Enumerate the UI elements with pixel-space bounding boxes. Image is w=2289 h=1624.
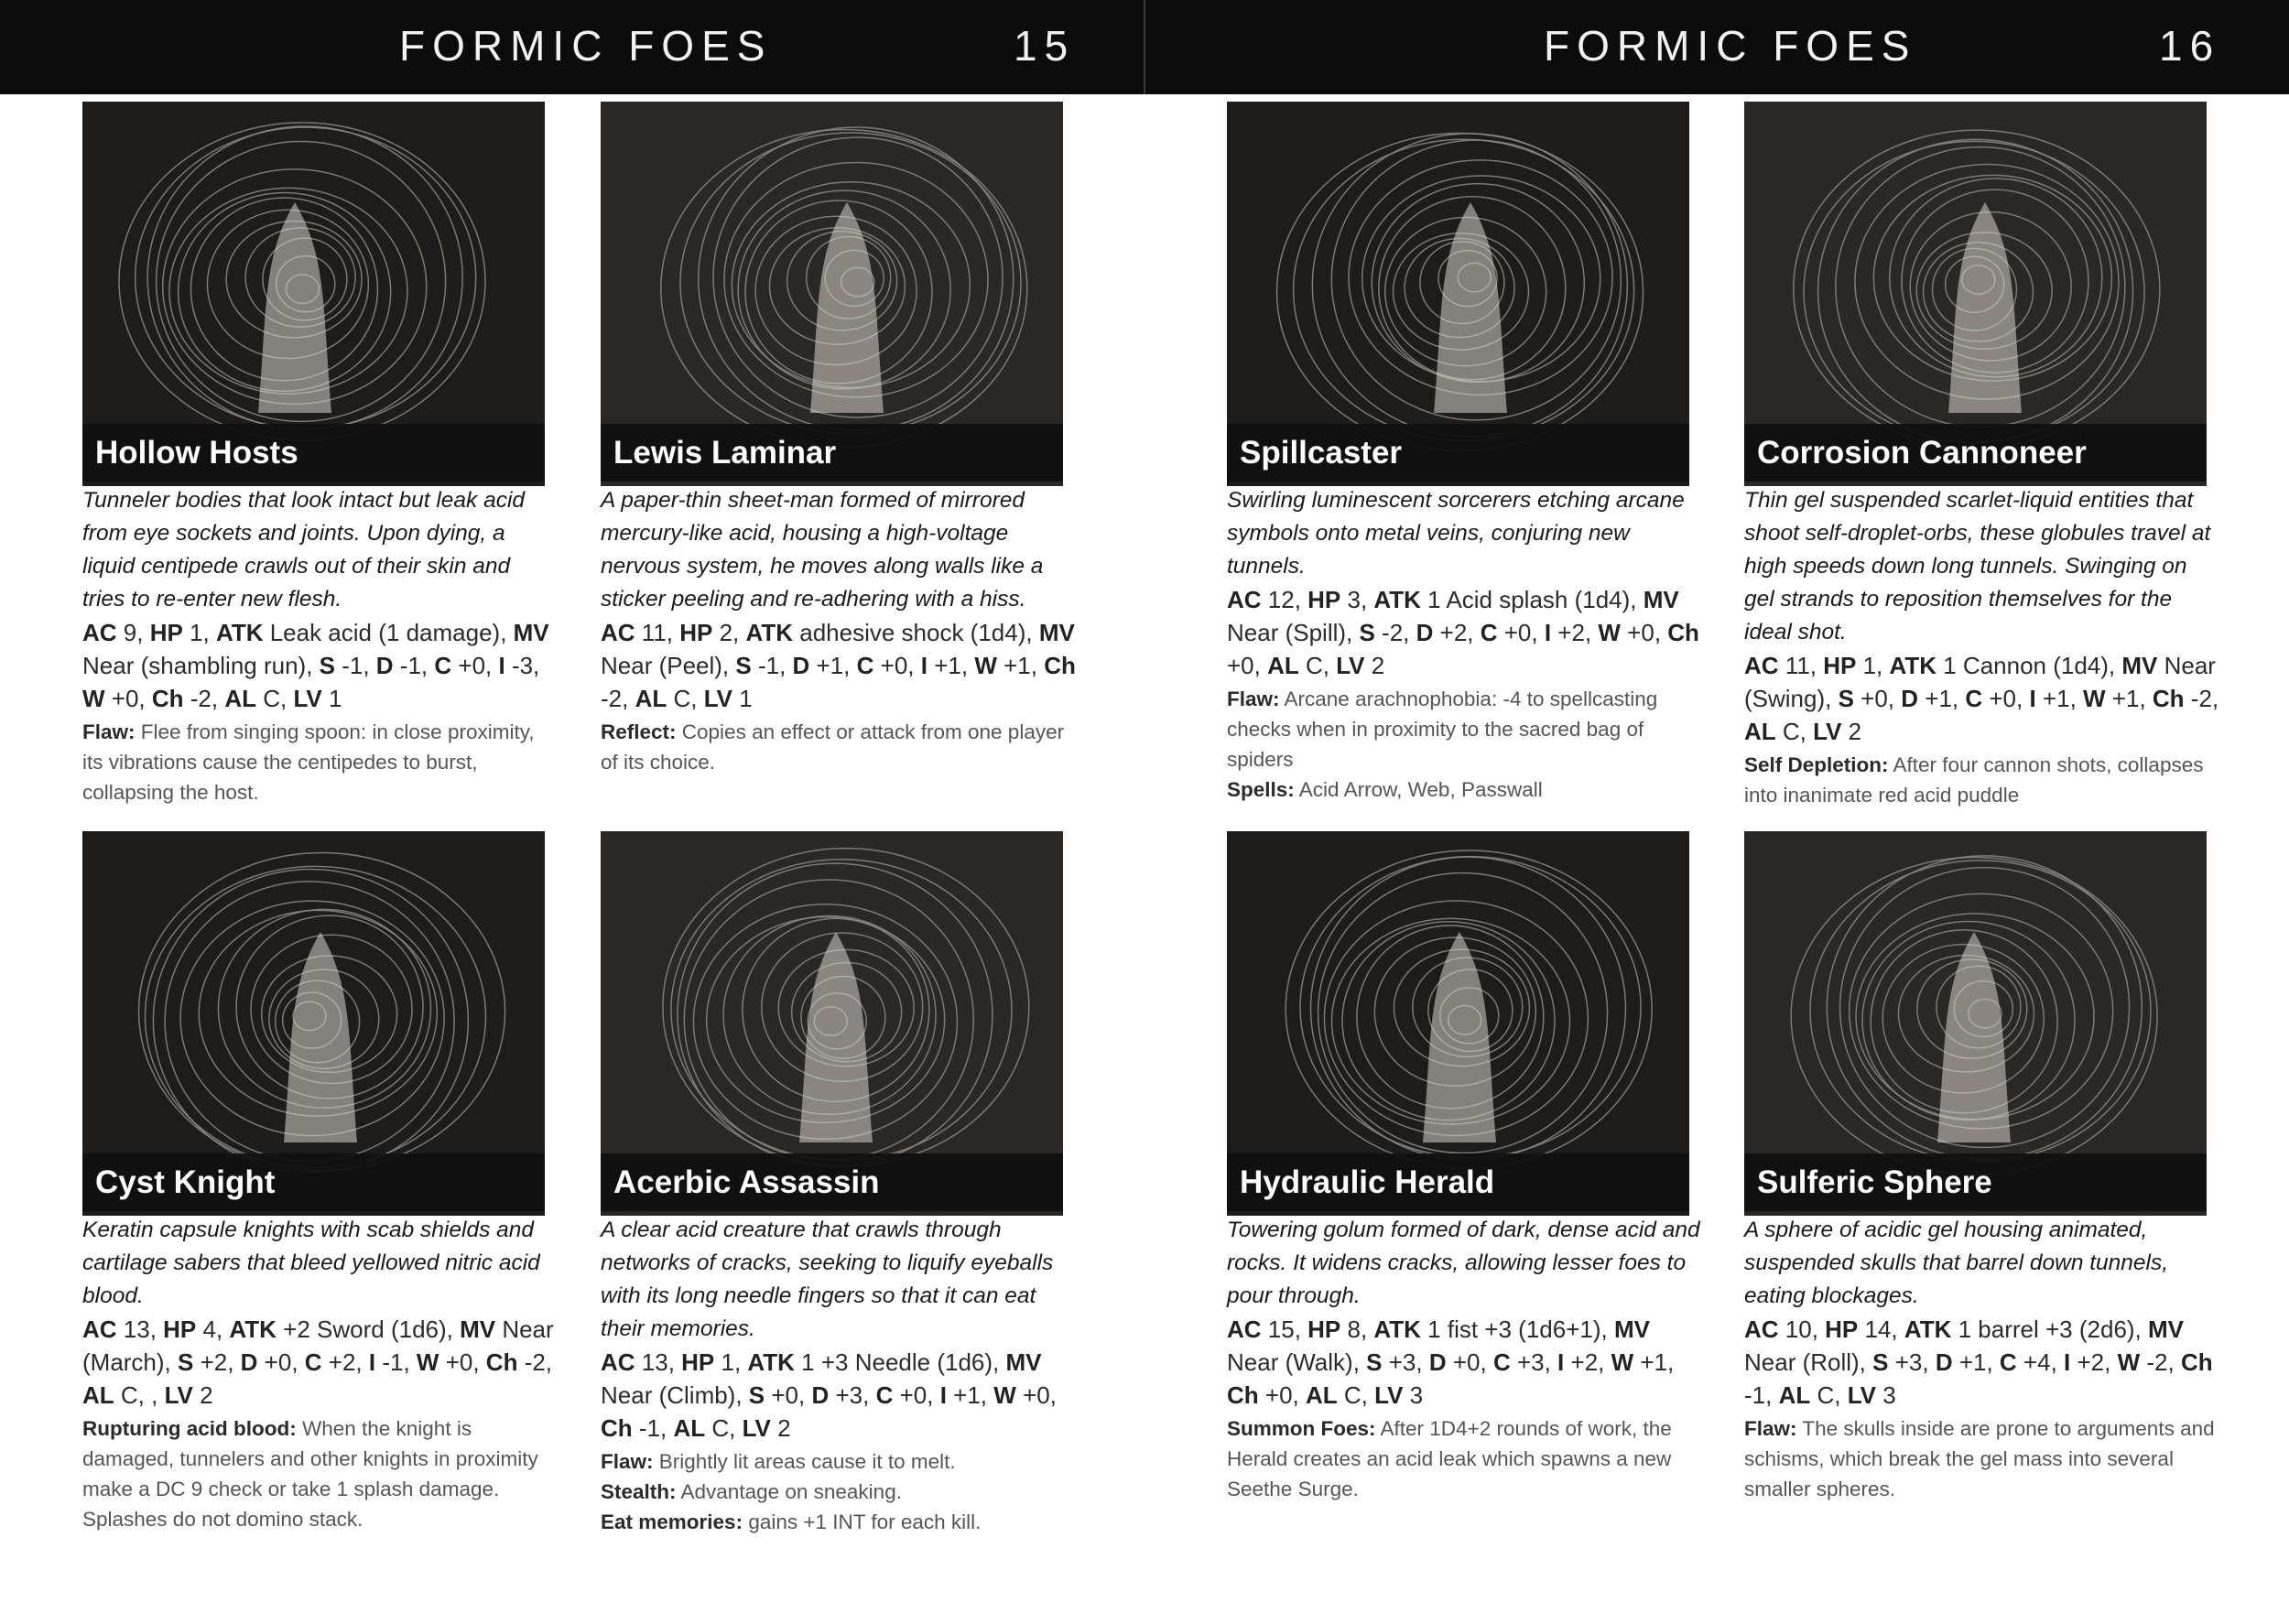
stat-key: HP: [1825, 1315, 1859, 1343]
stat-key: LV: [742, 1414, 771, 1442]
stat-key: AL: [1267, 652, 1299, 679]
stat-key: W: [2117, 1348, 2141, 1376]
ability-line: Eat memories: gains +1 INT for each kill.: [601, 1510, 982, 1533]
stat-key: LV: [703, 685, 732, 712]
monster-name: Spillcaster: [1227, 424, 1689, 482]
stat-key: HP: [1307, 586, 1341, 613]
ability-line: Spells: Acid Arrow, Web, Passwall: [1227, 778, 1543, 801]
monster-abilities: [1227, 684, 1703, 805]
monster-description: Keratin capsule knights with scab shields and cartilage sabers that bleed yellowed nitric acid blood.: [82, 1218, 540, 1308]
page-16-title: FORMIC FOES: [1544, 22, 1917, 70]
stat-key: C: [1492, 1348, 1511, 1376]
stat-key: Ch: [2180, 1348, 2213, 1376]
stat-key: Ch: [1227, 1381, 1259, 1409]
stat-key: S: [1366, 1348, 1383, 1376]
stat-key: S: [1838, 685, 1854, 712]
stat-key: LV: [1813, 718, 1842, 745]
stat-key: AL: [1744, 718, 1776, 745]
stat-key: C: [875, 1381, 894, 1409]
monster-stats: AC 11, HP 1, ATK 1 Cannon (1d4), MV Near (Swing), S +0, D +1, C +0, I +1, W +1, Ch -2, AL C, LV 2: [1744, 652, 2219, 745]
monster-description: Thin gel suspended scarlet-liquid entities that shoot self-droplet-orbs, these globules travel at high speeds down long tunnels. Swinging on gel strands to reposition themselves for the ideal shot.: [1744, 488, 2211, 644]
page-15-title: FORMIC FOES: [399, 22, 773, 70]
stat-key: LV: [1336, 652, 1365, 679]
stat-key: D: [792, 652, 810, 679]
stat-key: LV: [1374, 1381, 1404, 1409]
monster-abilities: [1227, 1413, 1703, 1504]
stat-key: C: [1480, 619, 1498, 646]
stat-key: AC: [1744, 1315, 1779, 1343]
stat-key: MV: [1005, 1348, 1042, 1376]
stat-key: AL: [673, 1414, 706, 1442]
stat-key: W: [993, 1381, 1016, 1409]
monster-abilities: [1744, 750, 2220, 810]
stat-key: AC: [82, 619, 117, 646]
stat-key: C: [1965, 685, 1983, 712]
monster-abilities: [82, 1413, 559, 1534]
monster-stats: AC 9, HP 1, ATK Leak acid (1 damage), MV Near (shambling run), S -1, D -1, C +0, I -3, W +0, Ch -2, AL C, LV 1: [82, 619, 549, 712]
stat-key: AC: [601, 1348, 635, 1376]
monster-abilities: [82, 717, 559, 807]
stat-key: ATK: [747, 1348, 795, 1376]
stat-key: HP: [163, 1315, 197, 1343]
stat-key: Ch: [2152, 685, 2185, 712]
stat-key: I: [1544, 619, 1552, 646]
stat-key: AC: [1744, 652, 1779, 679]
stat-key: LV: [164, 1381, 193, 1409]
stat-key: Ch: [1667, 619, 1699, 646]
stat-key: MV: [1643, 586, 1679, 613]
ability-line: Stealth: Advantage on sneaking.: [601, 1480, 902, 1503]
ability-line: Self Depletion: After four cannon shots, collapses into inanimate red acid puddle: [1744, 753, 2204, 807]
stat-key: I: [2064, 1348, 2071, 1376]
stat-key: AL: [82, 1381, 114, 1409]
stat-key: C: [304, 1348, 322, 1376]
monster-stats: AC 13, HP 1, ATK 1 +3 Needle (1d6), MV Near (Climb), S +0, D +3, C +0, I +1, W +0, Ch -1, AL C, LV 2: [601, 1348, 1057, 1442]
monster-name: Corrosion Cannoneer: [1744, 424, 2207, 482]
stat-key: C: [1999, 1348, 2017, 1376]
stat-key: HP: [149, 619, 183, 646]
ability-line: Flaw: Brightly lit areas cause it to melt.: [601, 1450, 956, 1473]
stat-key: W: [974, 652, 997, 679]
stat-key: AL: [224, 685, 257, 712]
monster-description: Swirling luminescent sorcerers etching arcane symbols onto metal veins, conjuring new tunnels.: [1227, 488, 1685, 579]
stat-key: ATK: [215, 619, 264, 646]
ability-line: Flaw: The skulls inside are prone to arguments and schisms, which break the gel mass into several smaller spheres.: [1744, 1417, 2215, 1500]
monster-description: Towering golum formed of dark, dense acid and rocks. It widens cracks, allowing lesser foes to pour through.: [1227, 1218, 1700, 1308]
ability-line: Flaw: Flee from singing spoon: in close proximity, its vibrations cause the centipedes to burst, collapsing the host.: [82, 720, 535, 804]
stat-key: Ch: [151, 685, 184, 712]
stat-key: D: [240, 1348, 258, 1376]
stat-key: AL: [1778, 1381, 1811, 1409]
stat-key: AC: [1227, 1315, 1262, 1343]
stat-key: S: [178, 1348, 194, 1376]
stat-key: S: [1872, 1348, 1889, 1376]
stat-key: AL: [1306, 1381, 1338, 1409]
monster-stats: AC 11, HP 2, ATK adhesive shock (1d4), MV Near (Peel), S -1, D +1, C +0, I +1, W +1, Ch -2, AL C, LV 1: [601, 619, 1076, 712]
stat-key: MV: [2121, 652, 2158, 679]
monster-name: Hydraulic Herald: [1227, 1153, 1689, 1211]
stat-key: I: [498, 652, 505, 679]
monster-abilities: [1744, 1413, 2220, 1504]
stat-key: S: [319, 652, 335, 679]
page-divider: [1144, 0, 1145, 94]
monster-description: A paper-thin sheet-man formed of mirrored mercury-like acid, housing a high-voltage nervous system, he moves along walls like a sticker peeling and re-adhering with a hiss.: [601, 488, 1044, 612]
stat-key: ATK: [1889, 652, 1937, 679]
stat-key: MV: [513, 619, 549, 646]
stat-key: I: [920, 652, 928, 679]
stat-key: MV: [460, 1315, 496, 1343]
stat-key: AC: [1227, 586, 1262, 613]
stat-key: ATK: [1904, 1315, 1952, 1343]
stat-key: HP: [1823, 652, 1857, 679]
monster-name: Lewis Laminar: [601, 424, 1063, 482]
monster-description: A sphere of acidic gel housing animated, suspended skulls that barrel down tunnels, eating blockages.: [1744, 1218, 2169, 1308]
monster-stats: AC 12, HP 3, ATK 1 Acid splash (1d4), MV Near (Spill), S -2, D +2, C +0, I +2, W +0, Ch +0, AL C, LV 2: [1227, 586, 1699, 679]
monster-stats: AC 15, HP 8, ATK 1 fist +3 (1d6+1), MV Near (Walk), S +3, D +0, C +3, I +2, W +1, Ch +0, AL C, LV 3: [1227, 1315, 1675, 1409]
stat-key: C: [856, 652, 874, 679]
stat-key: LV: [293, 685, 322, 712]
monster-name: Hollow Hosts: [82, 424, 545, 482]
ability-line: Summon Foes: After 1D4+2 rounds of work, the Herald creates an acid leak which spawns a new Seethe Surge.: [1227, 1417, 1672, 1500]
stat-key: W: [416, 1348, 439, 1376]
ability-line: Flaw: Arcane arachnophobia: -4 to spellcasting checks when in proximity to the sacred bag of spiders: [1227, 687, 1658, 771]
stat-key: Ch: [601, 1414, 633, 1442]
stat-key: S: [735, 652, 752, 679]
stat-key: I: [939, 1381, 947, 1409]
page-15-number: 15: [1014, 22, 1076, 70]
stat-key: LV: [1847, 1381, 1876, 1409]
monster-name: Cyst Knight: [82, 1153, 545, 1211]
stat-key: I: [368, 1348, 376, 1376]
stat-key: S: [1359, 619, 1375, 646]
stat-key: W: [1598, 619, 1621, 646]
page-16-number: 16: [2159, 22, 2221, 70]
stat-key: MV: [2148, 1315, 2185, 1343]
stat-key: Ch: [1044, 652, 1076, 679]
ability-line: Reflect: Copies an effect or attack from one player of its choice.: [601, 720, 1065, 774]
ability-line: Rupturing acid blood: When the knight is damaged, tunnelers and other knights in proximity make a DC 9 check or take 1 splash damage. Splashes do not domino stack.: [82, 1417, 538, 1531]
stat-key: W: [2083, 685, 2106, 712]
stat-key: D: [811, 1381, 830, 1409]
monster-stats: AC 10, HP 14, ATK 1 barrel +3 (2d6), MV Near (Roll), S +3, D +1, C +4, I +2, W -2, Ch -1, AL C, LV 3: [1744, 1315, 2213, 1409]
stat-key: I: [2029, 685, 2036, 712]
stat-key: D: [1428, 1348, 1447, 1376]
stat-key: D: [1935, 1348, 1953, 1376]
monster-description: Tunneler bodies that look intact but leak acid from eye sockets and joints. Upon dying, a liquid centipede crawls out of their skin and tries to re-enter new flesh.: [82, 488, 526, 612]
monster-name: Acerbic Assassin: [601, 1153, 1063, 1211]
monster-description: A clear acid creature that crawls through networks of cracks, seeking to liquify eyeballs with its long needle fingers so that it can eat their memories.: [601, 1218, 1054, 1341]
monster-abilities: [601, 717, 1077, 777]
stat-key: Ch: [485, 1348, 518, 1376]
stat-key: ATK: [1373, 586, 1421, 613]
stat-key: HP: [679, 619, 713, 646]
stat-key: HP: [681, 1348, 715, 1376]
monster-name: Sulferic Sphere: [1744, 1153, 2207, 1211]
stat-key: AC: [82, 1315, 117, 1343]
monster-abilities: [601, 1446, 1077, 1537]
stat-key: C: [434, 652, 452, 679]
stat-key: AC: [601, 619, 635, 646]
stat-key: ATK: [1373, 1315, 1421, 1343]
stat-key: D: [1416, 619, 1434, 646]
stat-key: HP: [1307, 1315, 1341, 1343]
stat-key: W: [82, 685, 105, 712]
stat-key: S: [748, 1381, 765, 1409]
stat-key: MV: [1038, 619, 1075, 646]
stat-key: ATK: [745, 619, 794, 646]
stat-key: I: [1557, 1348, 1565, 1376]
stat-key: D: [1901, 685, 1919, 712]
stat-key: D: [375, 652, 394, 679]
stat-key: W: [1611, 1348, 1634, 1376]
monster-stats: AC 13, HP 4, ATK +2 Sword (1d6), MV Near (March), S +2, D +0, C +2, I -1, W +0, Ch -2, AL C, , LV 2: [82, 1315, 554, 1409]
stat-key: AL: [635, 685, 667, 712]
stat-key: ATK: [229, 1315, 277, 1343]
stat-key: MV: [1613, 1315, 1650, 1343]
page-header-bar: [0, 0, 2289, 94]
